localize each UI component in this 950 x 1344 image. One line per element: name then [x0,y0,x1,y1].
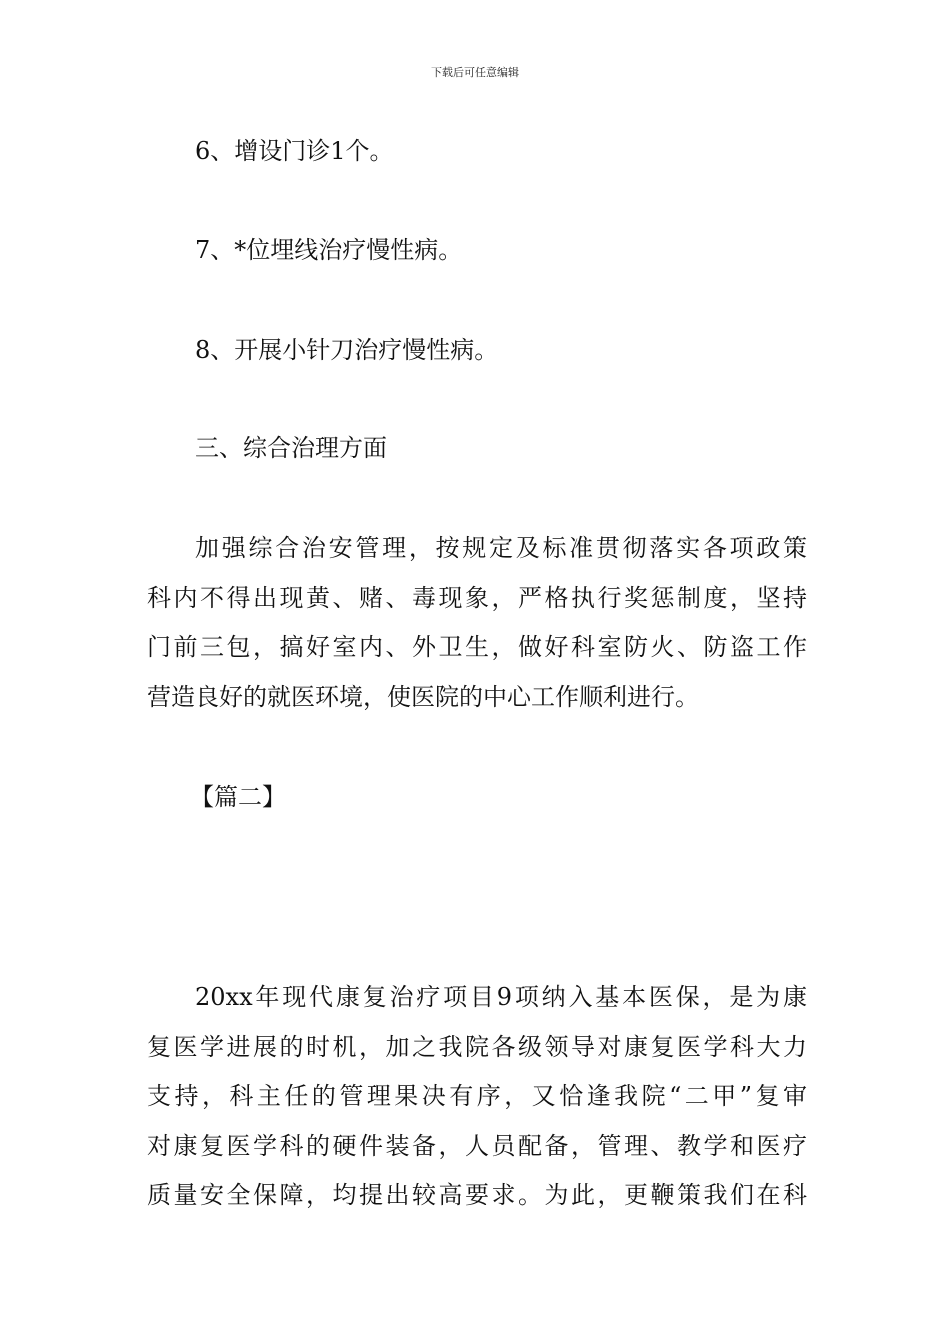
section-heading-comprehensive-governance: 三、综合治理方面 [195,434,387,462]
part-heading-part-two: 【篇二】 [190,783,286,811]
paragraph-line: 20xx年现代康复治疗项目9项纳入基本医保，是为康 [195,983,807,1011]
paragraph-line: 门前三包，搞好室内、外卫生，做好科室防火、防盗工作 [147,633,807,661]
paragraph-line: 营造良好的就医环境，使医院的中心工作顺利进行。 [147,682,699,711]
paragraph-line: 科内不得出现黄、赌、毒现象，严格执行奖惩制度，坚持 [147,583,807,612]
paragraph-line: 质量安全保障，均提出较高要求。为此，更鞭策我们在科 [147,1181,807,1209]
list-item-8: 8、开展小针刀治疗慢性病。 [195,336,499,364]
paragraph-line: 支持，科主任的管理果决有序，又恰逢我院“二甲”复审 [147,1082,807,1110]
page-header: 下载后可任意编辑 [431,66,519,79]
list-item-6: 6、增设门诊1个。 [195,137,394,165]
paragraph-comprehensive-governance [147,524,807,722]
paragraph-line: 加强综合治安管理，按规定及标准贯彻落实各项政策 [195,534,807,562]
paragraph-part-two [147,973,807,1221]
list-item-7: 7、*位埋线治疗慢性病。 [195,236,463,264]
paragraph-line: 对康复医学科的硬件装备，人员配备，管理、教学和医疗 [147,1131,807,1160]
paragraph-line: 复医学进展的时机，加之我院各级领导对康复医学科大力 [147,1032,807,1061]
